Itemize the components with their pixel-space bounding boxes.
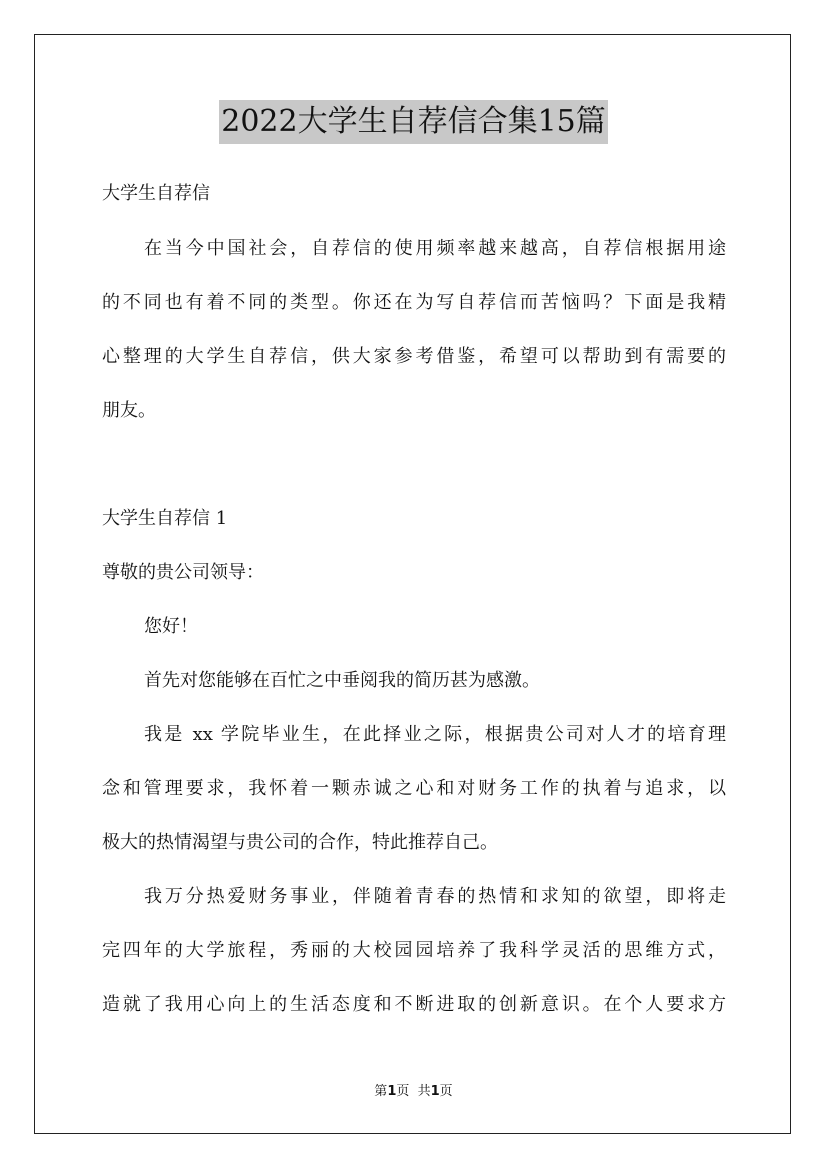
title-container [0,100,827,144]
footer-page-mid: 页 共 [396,1084,431,1099]
paragraph-3-line-3: 造就了我用心向上的生活态度和不断进取的创新意识。在个人要求方 [102,994,726,1015]
paragraph-3-line-1: 我万分热爱财务事业，伴随着青春的热情和求知的欲望，即将走 [144,886,726,907]
footer-page-number: 1 [387,1084,397,1099]
intro-line-2: 的不同也有着不同的类型。你还在为写自荐信而苦恼吗？下面是我精 [102,292,726,313]
greeting: 您好！ [144,616,198,637]
footer-page-suffix: 页 [439,1084,453,1099]
intro-heading: 大学生自荐信 [102,183,210,204]
letter1-heading: 大学生自荐信 1 [102,508,228,529]
document-title: 2022大学生自荐信合集15篇 [219,100,608,144]
intro-line-1: 在当今中国社会，自荐信的使用频率越来越高，自荐信根据用途 [144,238,726,259]
intro-line-4: 朋友。 [102,400,156,421]
paragraph-2-line-2: 念和管理要求，我怀着一颗赤诚之心和对财务工作的执着与追求，以 [102,778,726,799]
paragraph-2-line-3: 极大的热情渴望与贵公司的合作，特此推荐自己。 [102,832,498,853]
footer-total-pages: 1 [430,1084,440,1099]
footer-page-prefix: 第 [374,1084,388,1099]
intro-line-3: 心整理的大学生自荐信，供大家参考借鉴，希望可以帮助到有需要的 [102,346,726,367]
paragraph-3-line-2: 完四年的大学旅程，秀丽的大校园园培养了我科学灵活的思维方式， [102,940,726,961]
paragraph-1: 首先对您能够在百忙之中垂阅我的简历甚为感激。 [144,670,540,691]
salutation: 尊敬的贵公司领导： [102,562,264,583]
page-footer [0,1083,827,1101]
paragraph-2-line-1: 我是 xx 学院毕业生，在此择业之际，根据贵公司对人才的培育理 [144,724,726,745]
